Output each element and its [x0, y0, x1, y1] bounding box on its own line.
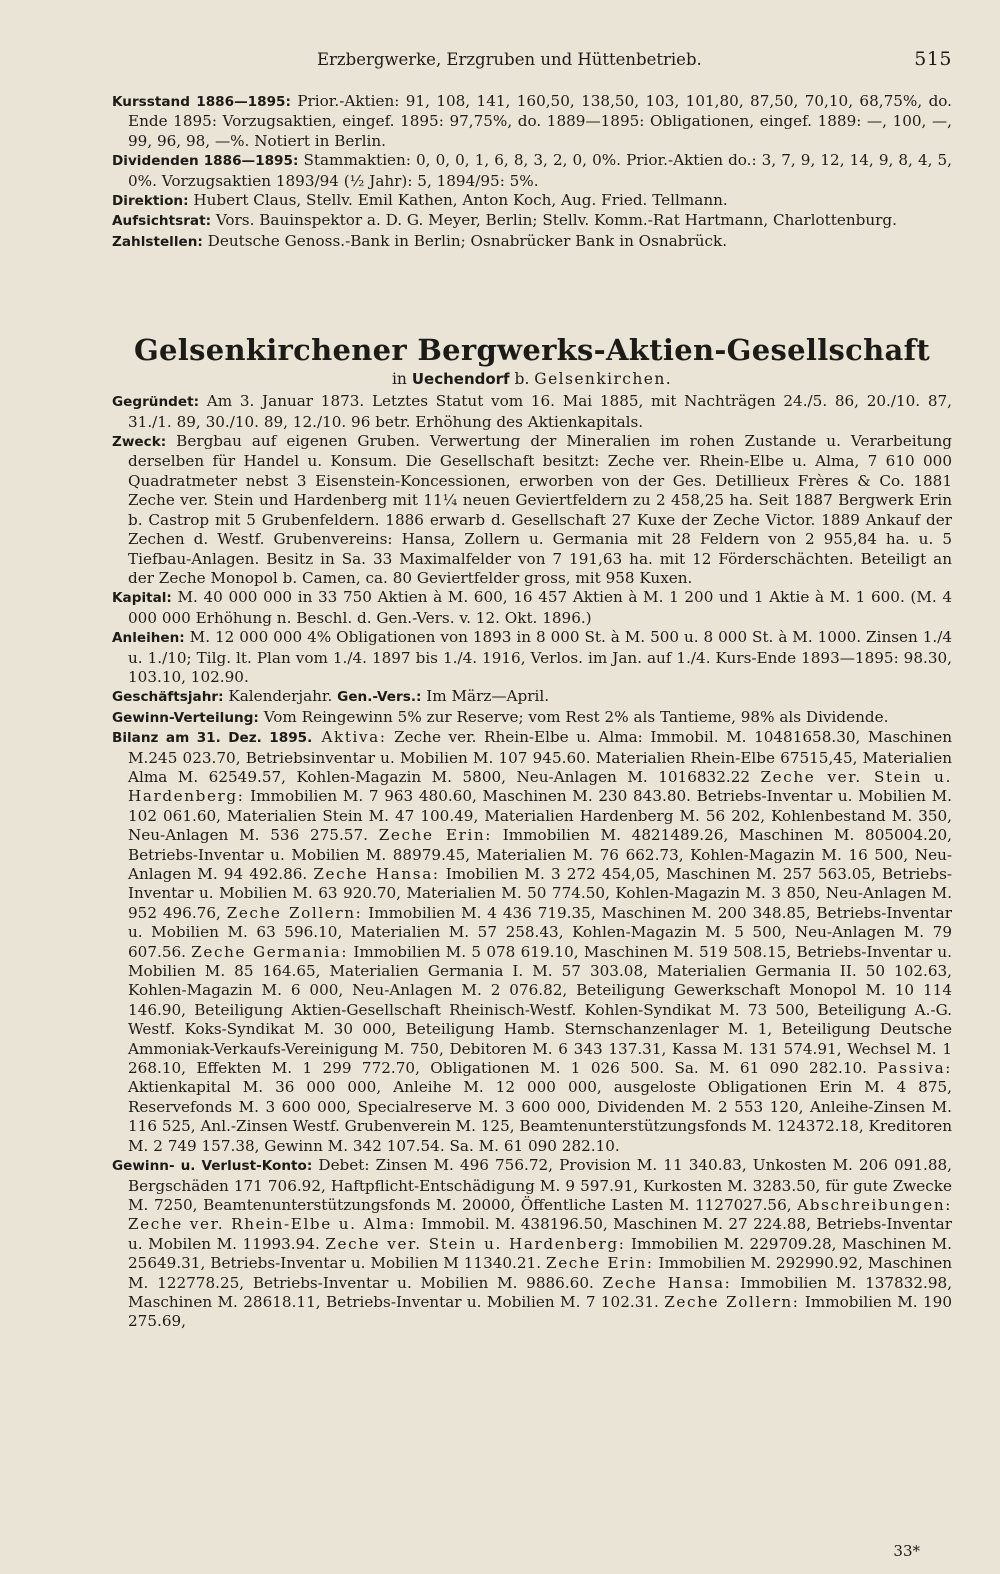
entry-label: Kapital:	[112, 590, 172, 607]
entry-text: Immobilien M. 137832.98, Maschinen M. 28618.11, Betriebs-Inventar u. Mobilien M. 7 102.31.	[128, 1273, 953, 1311]
location-prefix: in	[391, 370, 412, 389]
entry-text: Immobilien M. 5 078 619.10, Maschinen M. 519 508.15, Betriebs-Inventar u. Mobilien M. 85 164.65, Materialien Germania I. M. 57 303.08, Materialien Germania II. 50 102.63, Kohlen-Magazin M. 6 000, Neu-Anlagen M. 2 076.82, Beteiligung Gewerkschaft Monopol M. 10 114 146.90, Beteiligung Aktien-Gesellschaft Rheinisch-Westf. Kohlen-Syndikat M. 73 500, Beteiligung A.-G. Westf. Koks-Syndikat M. 30 000, Beteiligung Hamb. Sternschanzenlager M. 1, Beteiligung Deutsche Ammoniak-Verkaufs-Vereinigung M. 750, Debitoren M. 6 343 137.31, Kassa M. 131 574.91, Wechsel M. 1 268.10, Effekten M. 1 299 772.70, Obligationen M. 1 026 500. Sa. M. 61 090 282.10.	[128, 942, 953, 1078]
entry-text: Aktienkapital M. 36 000 000, Anleihe M. 12 000 000, ausgeloste Obligationen Erin M. 4 875, Reservefonds M. 3 600 000, Specialreserve M. 3 600 000, Dividenden M. 2 553 120, Anleihe-Zinsen M. 116 525, Anl.-Zinsen Westf. Grubenverein M. 125, Beamtenunterstützungsfonds M. 124372.18, Kreditoren M. 2 749 157.38, Gewinn M. 342 107.54. Sa. M. 61 090 282.10.	[128, 1078, 952, 1155]
location-town: Gelsenkirchen.	[534, 370, 673, 389]
entry-text: Zeche ver. Rhein-Elbe u. Alma: Immobil. M. 10481658.30, Maschinen M.245 023.70, Betriebsinventar u. Mobilien M. 107 945.60. Materialien Rhein-Elbe 67515,45, Materialien Alma M. 62549.57, Kohlen-Magazin M. 5800, Neu-Anlagen M. 1016832.22	[128, 728, 953, 786]
zeche-heading: Zeche Hansa:	[313, 865, 440, 883]
entry-text: Vors. Bauinspektor a. D. G. Meyer, Berlin; Stellv. Komm.-Rat Hartmann, Charlottenburg.	[211, 211, 897, 230]
entry-kapital	[112, 588, 952, 628]
sheet-signature: 33*	[893, 1542, 920, 1560]
zeche-heading: Zeche Erin:	[546, 1254, 654, 1273]
entry-text: Kalenderjahr.	[223, 687, 338, 706]
running-title: Erzbergwerke, Erzgruben und Hüttenbetrieb.	[317, 50, 702, 69]
company-entries	[112, 392, 952, 1332]
abschreibungen-label: Abschreibungen:	[797, 1195, 952, 1214]
entry-text: M. 12 000 000 4% Obligationen von 1893 in 8 000 St. à M. 500 u. 8 000 St. à M. 1000. Zinsen 1./4 u. 1./10; Tilg. lt. Plan vom 1./4. 1897 bis 1./4. 1916, Verlos. im Jan. auf 1./4. Kurs-Ende 1893—1895: 98.30, 103.10, 102.90.	[128, 628, 952, 686]
zeche-heading: Zeche Germania:	[191, 942, 349, 961]
entry-label: Gewinn- u. Verlust-Konto:	[112, 1158, 313, 1175]
entry-label: Zahlstellen:	[112, 233, 203, 250]
entry-gewinnverteilung	[112, 708, 952, 728]
entry-text: Im März—April.	[421, 687, 550, 706]
passiva-label: Passiva:	[877, 1059, 952, 1078]
entry-text: Immobilien M. 190 275.69,	[128, 1292, 952, 1331]
entry-zahlstellen	[112, 232, 952, 252]
entry-label: Zweck:	[112, 434, 167, 451]
entry-text: Immobilien M. 4821489.26, Maschinen M. 805004.20, Betriebs-Inventar u. Mobilien M. 88979.45, Materialien M. 76 662.73, Kohlen-Magazin M. 16 500, Neu-Anlagen M. 94 492.86.	[128, 826, 952, 883]
page-header	[112, 48, 952, 82]
zeche-heading: Zeche Zollern:	[664, 1292, 800, 1311]
entry-label: Kursstand 1886—1895:	[112, 94, 291, 110]
entry-label: Aufsichtsrat:	[112, 213, 211, 230]
zeche-heading: Zeche Erin:	[378, 826, 492, 845]
entry-aufsichtsrat	[112, 211, 952, 231]
entry-text: Immobilien M. 229709.28, Maschinen M. 25649.31, Betriebs-Inventar u. Mobilien M 11340.21.	[128, 1234, 952, 1273]
entry-label: Direktion:	[112, 193, 189, 210]
entry-label: Gegründet:	[112, 394, 200, 411]
entry-text: Debet: Zinsen M. 496 756.72, Provision M. 11 340.83, Unkosten M. 206 091.88, Bergschäden 171 706.92, Haftpflicht-Entschädigung M. 9 597.91, Kurkosten M. 3283.50, für gute Zwecke M. 7250, Beamtenunterstützungsfonds M. 20000, Öffentliche Lasten M. 1127027.56,	[128, 1156, 952, 1214]
entry-label: Geschäftsjahr:	[112, 689, 224, 706]
entry-text: Immobilien M. 4 436 719.35, Maschinen M. 200 348.85, Betriebs-Inventar u. Mobilien M. 63 596.10, Materialien M. 57 258.43, Kohlen-Magazin M. 5 500, Neu-Anlagen M. 79 607.56.	[128, 903, 952, 961]
entry-text: Immobilien M. 7 963 480.60, Maschinen M. 230 843.80. Betriebs-Inventar u. Mobilien M. 102 061.60, Materialien Stein M. 47 100.49, Materialien Hardenberg M. 56 202, Kohlenbestand M. 350, Neu-Anlagen M. 536 275.57.	[128, 787, 952, 845]
entry-text: Bergbau auf eigenen Gruben. Verwertung der Mineralien im rohen Zustande u. Verarbeitung derselben für Handel u. Konsum. Die Gesellschaft besitzt: Zeche ver. Rhein-Elbe u. Alma, 7 610 000 Quadratmeter nebst 3 Eisenstein-Koncessionen, erworben von der Ges. Detillieux Frères & Co. 1881 Zeche ver. Stein und Hardenberg mit 11¼ neuen Geviertfeldern zu 2 458,25 ha. Seit 1887 Bergwerk Erin b. Castrop mit 5 Grubenfeldern. 1886 erwarb d. Gesellschaft 27 Kuxe der Zeche Victor. 1889 Ankauf der Zechen d. Westf. Grubenvereins: Hansa, Zollern u. Germania mit 28 Feldern von 2 955,84 ha. u. 5 Tiefbau-Anlagen. Besitz in Sa. 33 Maximalfelder von 7 191,63 ha. mit 12 Förderschächten. Beteiligt an der Zeche Monopol b. Camen, ca. 80 Geviertfelder gross, mit 958 Kuxen.	[128, 432, 952, 587]
entry-direktion	[112, 191, 952, 211]
location-connector: b.	[509, 370, 535, 389]
entry-label: Bilanz am 31. Dez. 1895.	[112, 730, 313, 747]
zeche-heading: Zeche ver. Stein u. Hardenberg:	[128, 767, 952, 806]
entry-text: Hubert Claus, Stellv. Emil Kathen, Anton Koch, Aug. Fried. Tellmann.	[188, 191, 728, 210]
zeche-heading: Zeche Hansa:	[602, 1273, 732, 1292]
entry-kursstand	[112, 92, 952, 151]
aktiva-label: Aktiva:	[312, 728, 387, 747]
entry-text: Vom Reingewinn 5% zur Reserve; vom Rest 2% als Tantieme, 98% als Dividende.	[258, 707, 889, 726]
entry-text: Stammaktien: 0, 0, 0, 1, 6, 8, 3, 2, 0, 0%. Prior.-Aktien do.: 3, 7, 9, 12, 14, 9, 8, 4, 5, 0%. Vorzugsaktien 1893/94 (½ Jahr): 5, 1894/95: 5%.	[128, 151, 952, 190]
zeche-heading: Zeche Zollern:	[226, 903, 363, 922]
entry-text: Immobil. M. 438196.50, Maschinen M. 27 224.88, Betriebs-Inventar u. Mobilen M. 11993.94.	[128, 1215, 952, 1253]
entry-label: Gewinn-Verteilung:	[112, 709, 259, 726]
entry-text: Deutsche Genoss.-Bank in Berlin; Osnabrücker Bank in Osnabrück.	[202, 231, 728, 250]
entry-geschaeftsjahr	[112, 687, 952, 707]
company-location	[112, 368, 952, 390]
entry-bilanz	[112, 728, 952, 1156]
entry-label: Anleihen:	[112, 630, 185, 647]
entry-dividenden	[112, 151, 952, 191]
entry-gegruendet	[112, 392, 952, 432]
location-place: Uechendorf	[411, 370, 510, 389]
entry-text: Imobilien M. 3 272 454,05, Maschinen M. 257 563.05, Betriebs-Inventar u. Mobilien M. 63 920.70, Materialien M. 50 774.50, Kohlen-Magazin M. 3 850, Neu-Anlagen M. 952 496.76,	[128, 865, 952, 922]
entry-anleihen	[112, 628, 952, 687]
entry-text: Prior.-Aktien: 91, 108, 141, 160,50, 138,50, 103, 101,80, 87,50, 70,10, 68,75%, do. Ende 1895: Vorzugsaktien, eingef. 1895: 97,75%, do. 1889—1895: Obligationen, eingef. 1889: —, 100, —, 99, 96, 98, —%. Notiert in Berlin.	[128, 92, 952, 150]
entry-label: Gen.-Vers.:	[337, 689, 422, 706]
entry-text: Immobilien M. 292990.92, Maschinen M. 122778.25, Betriebs-Inventar u. Mobilien M. 9886.60.	[128, 1254, 952, 1292]
zeche-heading: Zeche ver. Rhein-Elbe u. Alma:	[128, 1215, 416, 1234]
entry-text: M. 40 000 000 in 33 750 Aktien à M. 600, 16 457 Aktien à M. 1 200 und 1 Aktie à M. 1 600. (M. 4 000 000 Erhöhung n. Beschl. d. Gen.-Vers. v. 12. Okt. 1896.)	[128, 588, 952, 627]
entry-text: Am 3. Januar 1873. Letztes Statut vom 16. Mai 1885, mit Nachträgen 24./5. 86, 20./10. 87, 31./1. 89, 30./10. 89, 12./10. 96 betr. Erhöhung des Aktienkapitals.	[128, 392, 952, 431]
page-number: 515	[914, 48, 952, 70]
previous-company-tail	[112, 92, 952, 252]
entry-gewinn-verlust	[112, 1156, 952, 1332]
zeche-heading: Zeche ver. Stein u. Hardenberg:	[325, 1234, 626, 1253]
entry-zweck	[112, 432, 952, 588]
company-title: Gelsenkirchener Bergwerks-Aktien-Gesellschaft	[133, 333, 931, 368]
entry-label: Dividenden 1886—1895:	[112, 153, 299, 170]
